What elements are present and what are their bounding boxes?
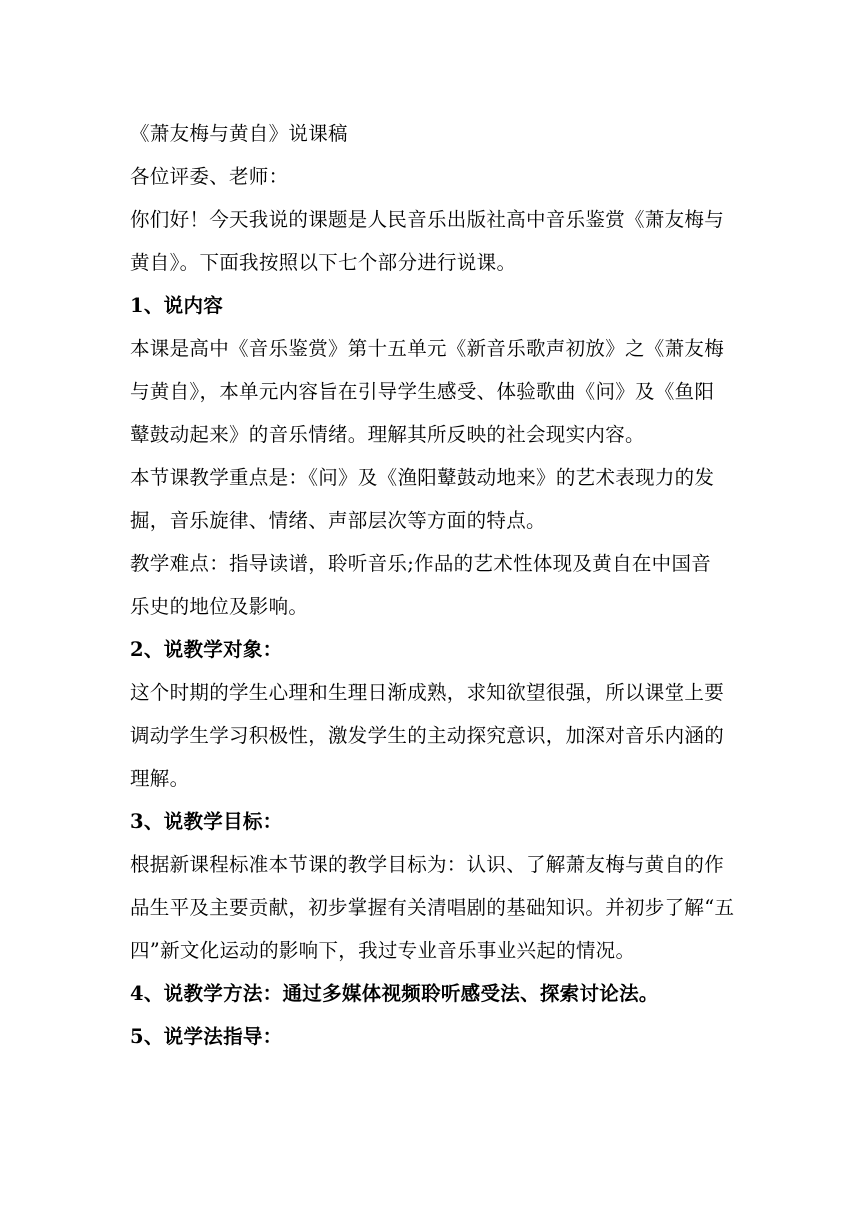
paragraph-line: 本节课教学重点是：《问》及《渔阳鼙鼓动地来》的艺术表现力的发 — [130, 466, 715, 489]
paragraph-line: 教学难点：指导读谱，聆听音乐;作品的艺术性体现及黄自在中国音 — [130, 552, 712, 575]
document-body — [130, 112, 736, 1058]
doc-title: 《萧友梅与黄自》说课稿 — [130, 122, 348, 145]
section-heading-study-guide: 5、说学法指导： — [130, 1025, 283, 1048]
section-heading-goals: 3、说教学目标： — [130, 810, 283, 833]
paragraph-line: 调动学生学习积极性，激发学生的主动探究意识，加深对音乐内涵的 — [130, 724, 725, 747]
section-heading-students: 2、说教学对象： — [130, 638, 283, 661]
paragraph-line: 本课是高中《音乐鉴赏》第十五单元《新音乐歌声初放》之《萧友梅 — [130, 337, 725, 360]
paragraph-line: 四”新文化运动的影响下，我过专业音乐事业兴起的情况。 — [130, 939, 636, 962]
paragraph-line: 根据新课程标准本节课的教学目标为：认识、了解萧友梅与黄自的作 — [130, 853, 725, 876]
paragraph-line: 这个时期的学生心理和生理日渐成熟，求知欲望很强，所以课堂上要 — [130, 681, 725, 704]
paragraph-line: 品生平及主要贡献，初步掌握有关清唱剧的基础知识。并初步了解“五 — [130, 896, 735, 919]
paragraph-line: 掘，音乐旋律、情绪、声部层次等方面的特点。 — [130, 509, 546, 532]
section-heading-content: 1、说内容 — [130, 294, 224, 317]
paragraph-line: 与黄自》，本单元内容旨在引导学生感受、体验歌曲《问》及《鱼阳 — [130, 380, 715, 403]
paragraph-line: 鼙鼓动起来》的音乐情绪。理解其所反映的社会现实内容。 — [130, 423, 645, 446]
section-heading-methods: 4、说教学方法：通过多媒体视频聆听感受法、探索讨论法。 — [130, 982, 659, 1005]
intro-line-1: 你们好！今天我说的课题是人民音乐出版社高中音乐鉴赏《萧友梅与 — [130, 208, 725, 231]
paragraph-line: 理解。 — [130, 767, 190, 790]
salutation: 各位评委、老师： — [130, 165, 289, 188]
paragraph-line: 乐史的地位及影响。 — [130, 595, 309, 618]
intro-line-2: 黄自》。下面我按照以下七个部分进行说课。 — [130, 251, 517, 274]
